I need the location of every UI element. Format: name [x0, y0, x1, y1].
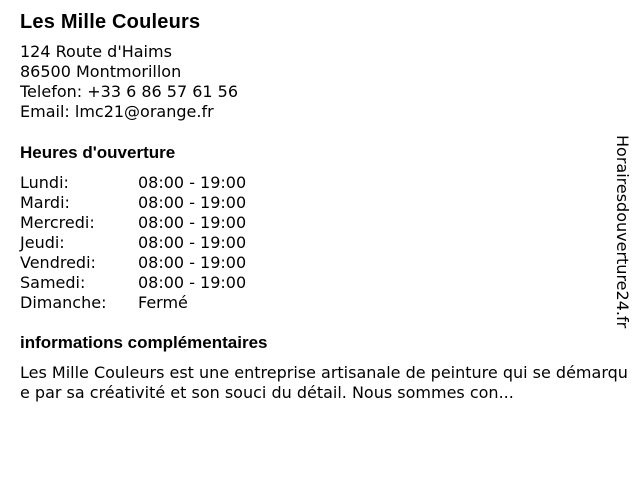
hours-time: 08:00 - 19:00	[138, 233, 247, 252]
hours-row-saturday	[20, 273, 620, 293]
hours-day: Dimanche:	[20, 293, 107, 312]
hours-time: 08:00 - 19:00	[138, 213, 247, 232]
hours-row-sunday	[20, 293, 620, 313]
business-name: Les Mille Couleurs	[20, 11, 201, 33]
info-text: Les Mille Couleurs est une entreprise artisanale de peinture qui se démarque par sa créativité et son souci du détail. Nous sommes con...	[20, 363, 628, 402]
hours-day: Vendredi:	[20, 253, 96, 272]
hours-day: Jeudi:	[20, 233, 65, 252]
hours-day: Mercredi:	[20, 213, 95, 232]
hours-row-thursday	[20, 233, 620, 253]
hours-row-friday	[20, 253, 620, 273]
address-line-2: 86500 Montmorillon	[20, 62, 182, 81]
hours-time: 08:00 - 19:00	[138, 173, 247, 192]
email-line: Email: lmc21@orange.fr	[20, 102, 214, 121]
hours-time: Fermé	[138, 293, 188, 312]
phone-line: Telefon: +33 6 86 57 61 56	[20, 82, 239, 101]
hours-day: Lundi:	[20, 173, 69, 192]
hours-heading: Heures d'ouverture	[20, 143, 176, 162]
hours-table	[20, 173, 620, 313]
hours-time: 08:00 - 19:00	[138, 253, 247, 272]
hours-row-tuesday	[20, 193, 620, 213]
hours-time: 08:00 - 19:00	[138, 193, 247, 212]
info-heading: informations complémentaires	[20, 333, 268, 352]
hours-day: Mardi:	[20, 193, 70, 212]
address-line-1: 124 Route d'Haims	[20, 42, 172, 61]
hours-time: 08:00 - 19:00	[138, 273, 247, 292]
watermark-text: Horairesdouverture24.fr	[613, 135, 632, 329]
hours-row-wednesday	[20, 213, 620, 233]
hours-day: Samedi:	[20, 273, 86, 292]
hours-row-monday	[20, 173, 620, 193]
